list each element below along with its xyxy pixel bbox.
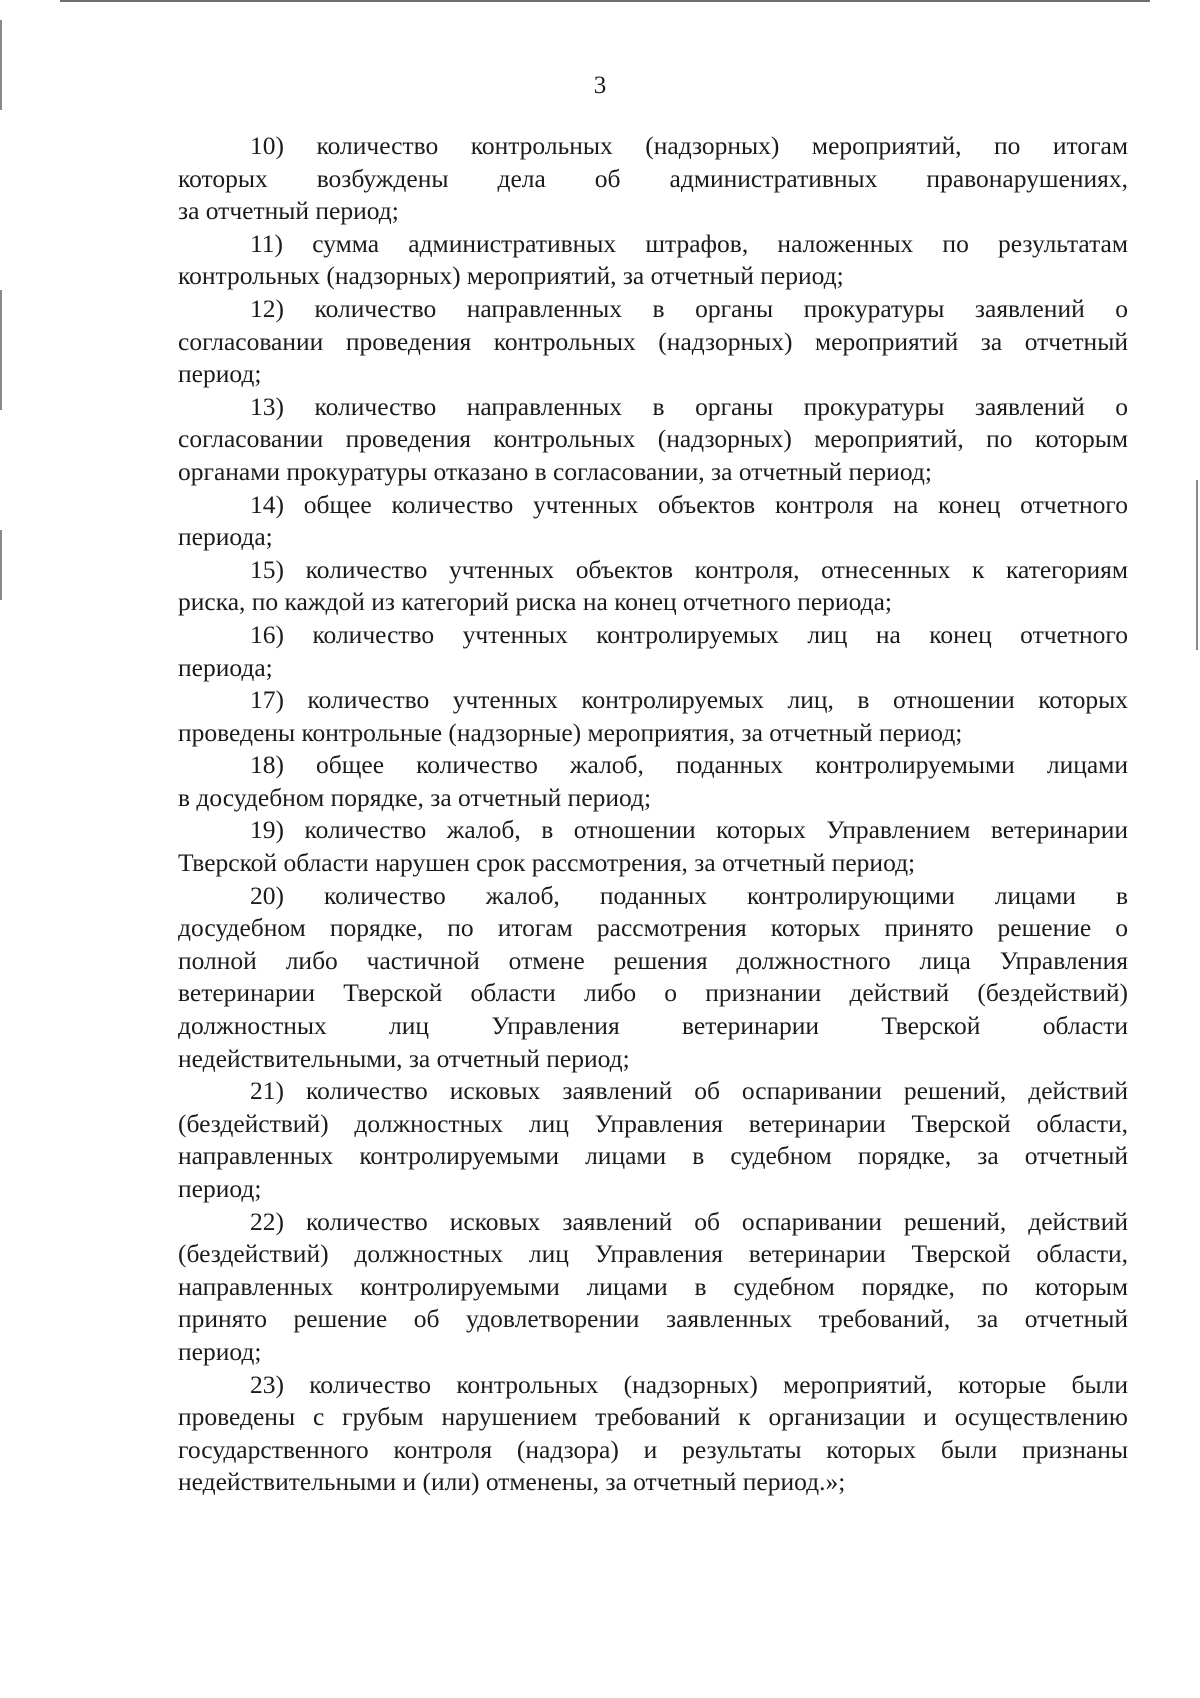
text-line: 17) количество учтенных контролируемых лиц, в отношении которых: [250, 685, 1128, 715]
text-line: 11) сумма административных штрафов, наложенных по результатам: [250, 228, 1128, 258]
text-line: недействительными и (или) отменены, за отчетный период.»;: [178, 1467, 846, 1497]
text-line: контрольных (надзорных) мероприятий, за отчетный период;: [178, 261, 844, 291]
list-item: [178, 619, 1128, 684]
list-item: [178, 684, 1128, 749]
text-line: досудебном порядке, по итогам рассмотрения которых принято решение о: [178, 913, 1128, 943]
text-line: период;: [178, 1174, 262, 1203]
text-line: направленных контролируемыми лицами в судебном порядке, за отчетный: [178, 1141, 1128, 1171]
text-line: период;: [178, 1336, 262, 1366]
text-line: ветеринарии Тверской области либо о признании действий (бездействий): [178, 978, 1128, 1008]
list-item: [178, 814, 1128, 879]
text-line: 20) количество жалоб, поданных контролирующими лицами в: [250, 880, 1128, 910]
text-line: 12) количество направленных в органы прокуратуры заявлений о: [250, 293, 1128, 323]
text-line: Тверской области нарушен срок рассмотрения, за отчетный период;: [178, 848, 916, 878]
text-line: государственного контроля (надзора) и результаты которых были признаны: [178, 1434, 1128, 1464]
text-line: органами прокуратуры отказано в согласовании, за отчетный период;: [178, 456, 932, 486]
list-item: [178, 228, 1128, 293]
list-item: [178, 293, 1128, 391]
text-line: (бездействий) должностных лиц Управления ветеринарии Тверской области,: [178, 1108, 1128, 1138]
scan-left-edge-mark: [0, 20, 2, 110]
list-item: [178, 130, 1128, 228]
text-line: проведены контрольные (надзорные) мероприятия, за отчетный период;: [178, 717, 963, 747]
text-line: 14) общее количество учтенных объектов контроля на конец отчетного: [250, 489, 1128, 519]
scan-left-edge-mark: [0, 290, 2, 410]
text-line: недействительными, за отчетный период;: [178, 1043, 630, 1073]
text-line: период;: [178, 359, 262, 389]
text-line: 15) количество учтенных объектов контроля, отнесенных к категориям: [250, 554, 1128, 584]
text-line: 22) количество исковых заявлений об оспаривании решений, действий: [250, 1206, 1128, 1236]
text-line: за отчетный период;: [178, 196, 399, 226]
list-item: [178, 1075, 1128, 1205]
text-line: 16) количество учтенных контролируемых лиц на конец отчетного: [250, 619, 1128, 649]
list-item: [178, 749, 1128, 814]
list-item: [178, 1206, 1128, 1369]
list-item: [178, 554, 1128, 619]
list-item: [178, 880, 1128, 1076]
text-line: (бездействий) должностных лиц Управления ветеринарии Тверской области,: [178, 1239, 1128, 1269]
text-line: 13) количество направленных в органы прокуратуры заявлений о: [250, 391, 1128, 421]
page-number: 3: [593, 72, 607, 99]
text-line: проведены с грубым нарушением требований к организации и осуществлению: [178, 1402, 1128, 1432]
text-line: в досудебном порядке, за отчетный период;: [178, 782, 652, 812]
list-item: [178, 391, 1128, 489]
text-line: полной либо частичной отмене решения должностного лица Управления: [178, 945, 1128, 975]
text-line: 19) количество жалоб, в отношении которых Управлением ветеринарии: [250, 815, 1128, 845]
text-line: 21) количество исковых заявлений об оспаривании решений, действий: [250, 1076, 1128, 1106]
text-line: 23) количество контрольных (надзорных) мероприятий, которые были: [250, 1369, 1128, 1399]
scan-left-edge-mark: [0, 530, 2, 600]
list-item: [178, 1369, 1128, 1499]
document-body: [178, 130, 1128, 1499]
text-line: риска, по каждой из категорий риска на конец отчетного периода;: [178, 587, 892, 617]
text-line: согласовании проведения контрольных (надзорных) мероприятий, по которым: [178, 424, 1128, 454]
text-line: должностных лиц Управления ветеринарии Тверской области: [178, 1011, 1128, 1041]
scan-right-edge-mark: [1196, 480, 1198, 650]
text-line: периода;: [178, 522, 273, 552]
list-item: [178, 489, 1128, 554]
text-line: периода;: [178, 652, 273, 682]
text-line: 18) общее количество жалоб, поданных контролируемыми лицами: [250, 750, 1128, 780]
text-line: 10) количество контрольных (надзорных) мероприятий, по итогам: [250, 131, 1128, 160]
text-line: которых возбуждены дела об административных правонарушениях,: [178, 163, 1128, 193]
scan-top-edge: [60, 0, 1150, 2]
text-line: принято решение об удовлетворении заявленных требований, за отчетный: [178, 1304, 1128, 1334]
text-line: согласовании проведения контрольных (надзорных) мероприятий за отчетный: [178, 326, 1128, 356]
text-line: направленных контролируемыми лицами в судебном порядке, по которым: [178, 1271, 1128, 1301]
